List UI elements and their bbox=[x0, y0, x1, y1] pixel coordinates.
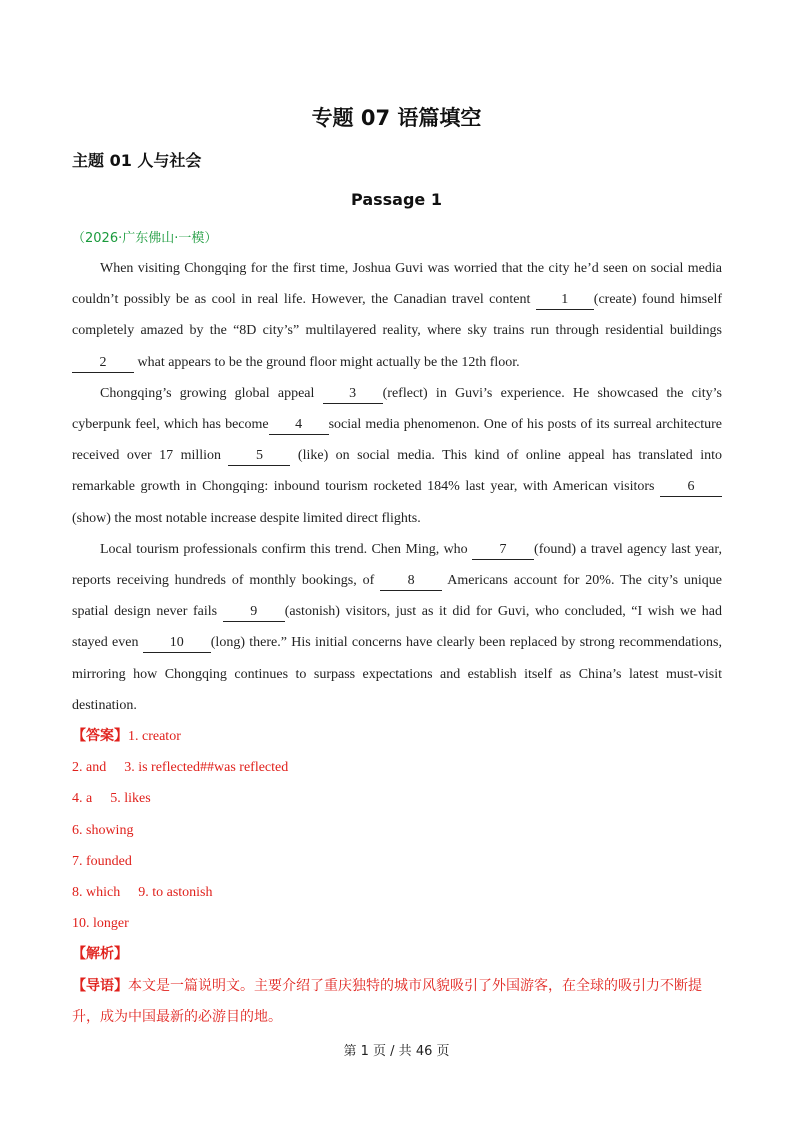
answer-row-6 bbox=[72, 877, 722, 908]
blank-10: 10 bbox=[143, 634, 211, 653]
text-segment: (found) a travel agency last year, reports receiving hundreds of monthly bookings, of bbox=[72, 541, 722, 589]
text-segment: (show) the most notable increase despite limited direct flights. bbox=[72, 510, 421, 526]
text-segment: Chongqing’s growing global appeal bbox=[100, 385, 323, 401]
blank-3: 3 bbox=[323, 385, 383, 404]
answer-9: 9. to astonish bbox=[138, 884, 213, 900]
answer-row-1 bbox=[72, 721, 722, 752]
blank-9: 9 bbox=[223, 603, 285, 622]
answer-row-5 bbox=[72, 846, 722, 877]
blank-6: 6 bbox=[660, 478, 722, 497]
text-segment: (like) on social media. This kind of online appeal has translated into remarkable growth in Chongqing: inbound tourism rocketed 184% last year, with American visitors bbox=[72, 448, 722, 495]
text-segment: Americans account for 20%. The city’s unique spatial design never fails bbox=[72, 573, 722, 620]
document-title: 专题 07 语篇填空 bbox=[311, 106, 482, 130]
exam-source: （2026·广东佛山·一模） bbox=[72, 231, 218, 246]
blank-4: 4 bbox=[269, 416, 329, 435]
passage-body bbox=[72, 253, 722, 721]
blank-2: 2 bbox=[72, 354, 134, 373]
guide-label: 【导语】 bbox=[72, 977, 128, 994]
answer-row-2 bbox=[72, 752, 722, 783]
text-segment: what appears to be the ground floor might actually be the 12th floor. bbox=[134, 354, 520, 370]
paragraph-1 bbox=[72, 253, 722, 378]
guide-paragraph bbox=[72, 971, 722, 1033]
text-segment: Local tourism professionals confirm this trend. Chen Ming, who bbox=[100, 541, 473, 557]
answer-4: 4. a bbox=[72, 791, 93, 807]
answer-row-4 bbox=[72, 815, 722, 846]
blank-8: 8 bbox=[380, 572, 442, 591]
text-segment: (long) there.” His initial concerns have clearly been replaced by strong recommendations, mirroring how Chongqing continues to surpass expectations and establish itself as China’s latest must-visit destination. bbox=[72, 635, 722, 713]
passage-title: Passage 1 bbox=[351, 190, 442, 209]
paragraph-3 bbox=[72, 534, 722, 721]
paragraph-2 bbox=[72, 378, 722, 534]
section-heading: 主题 01 人与社会 bbox=[72, 151, 202, 170]
analysis-label: 【解析】 bbox=[72, 946, 128, 963]
answer-row-7 bbox=[72, 908, 722, 939]
answer-8: 8. which bbox=[72, 884, 121, 900]
text-segment: (astonish) visitors, just as it did for Guvi, who concluded, “I wish we had stayed even bbox=[72, 604, 722, 651]
blank-5: 5 bbox=[228, 447, 290, 466]
answer-1: 1. creator bbox=[128, 729, 181, 744]
answer-2: 2. and bbox=[72, 760, 107, 776]
answer-3: 3. is reflected##was reflected bbox=[124, 760, 289, 776]
answer-section bbox=[72, 721, 722, 1033]
answer-5: 5. likes bbox=[110, 791, 151, 807]
blank-1: 1 bbox=[536, 291, 594, 310]
answer-10: 10. longer bbox=[72, 916, 129, 932]
guide-text: 本文是一篇说明文。主要介绍了重庆独特的城市风貌吸引了外国游客，在全球的吸引力不断提升，成为中国最新的必游目的地。 bbox=[72, 977, 702, 1025]
analysis-row bbox=[72, 939, 722, 970]
blank-7: 7 bbox=[472, 541, 534, 560]
page-footer: 第 1 页 / 共 46 页 bbox=[343, 1044, 450, 1059]
answer-label: 【答案】 bbox=[72, 728, 128, 744]
text-segment: (reflect) in Guvi’s experience. He showcased the city’s cyberpunk feel, which has become bbox=[72, 385, 722, 433]
text-segment: When visiting Chongqing for the first time, Joshua Guvi was worried that the city he’d seen on social media couldn’t possibly be as cool in real life. However, the Canadian travel content bbox=[72, 261, 722, 308]
text-segment: (create) found himself completely amazed by the “8D city’s” multilayered reality, where sky trains run through residential buildings bbox=[72, 292, 722, 339]
answer-7: 7. founded bbox=[72, 853, 132, 869]
answer-6: 6. showing bbox=[72, 822, 134, 838]
text-segment: social media phenomenon. One of his posts of its surreal architecture received over 17 million bbox=[72, 417, 722, 464]
answer-row-3 bbox=[72, 783, 722, 814]
